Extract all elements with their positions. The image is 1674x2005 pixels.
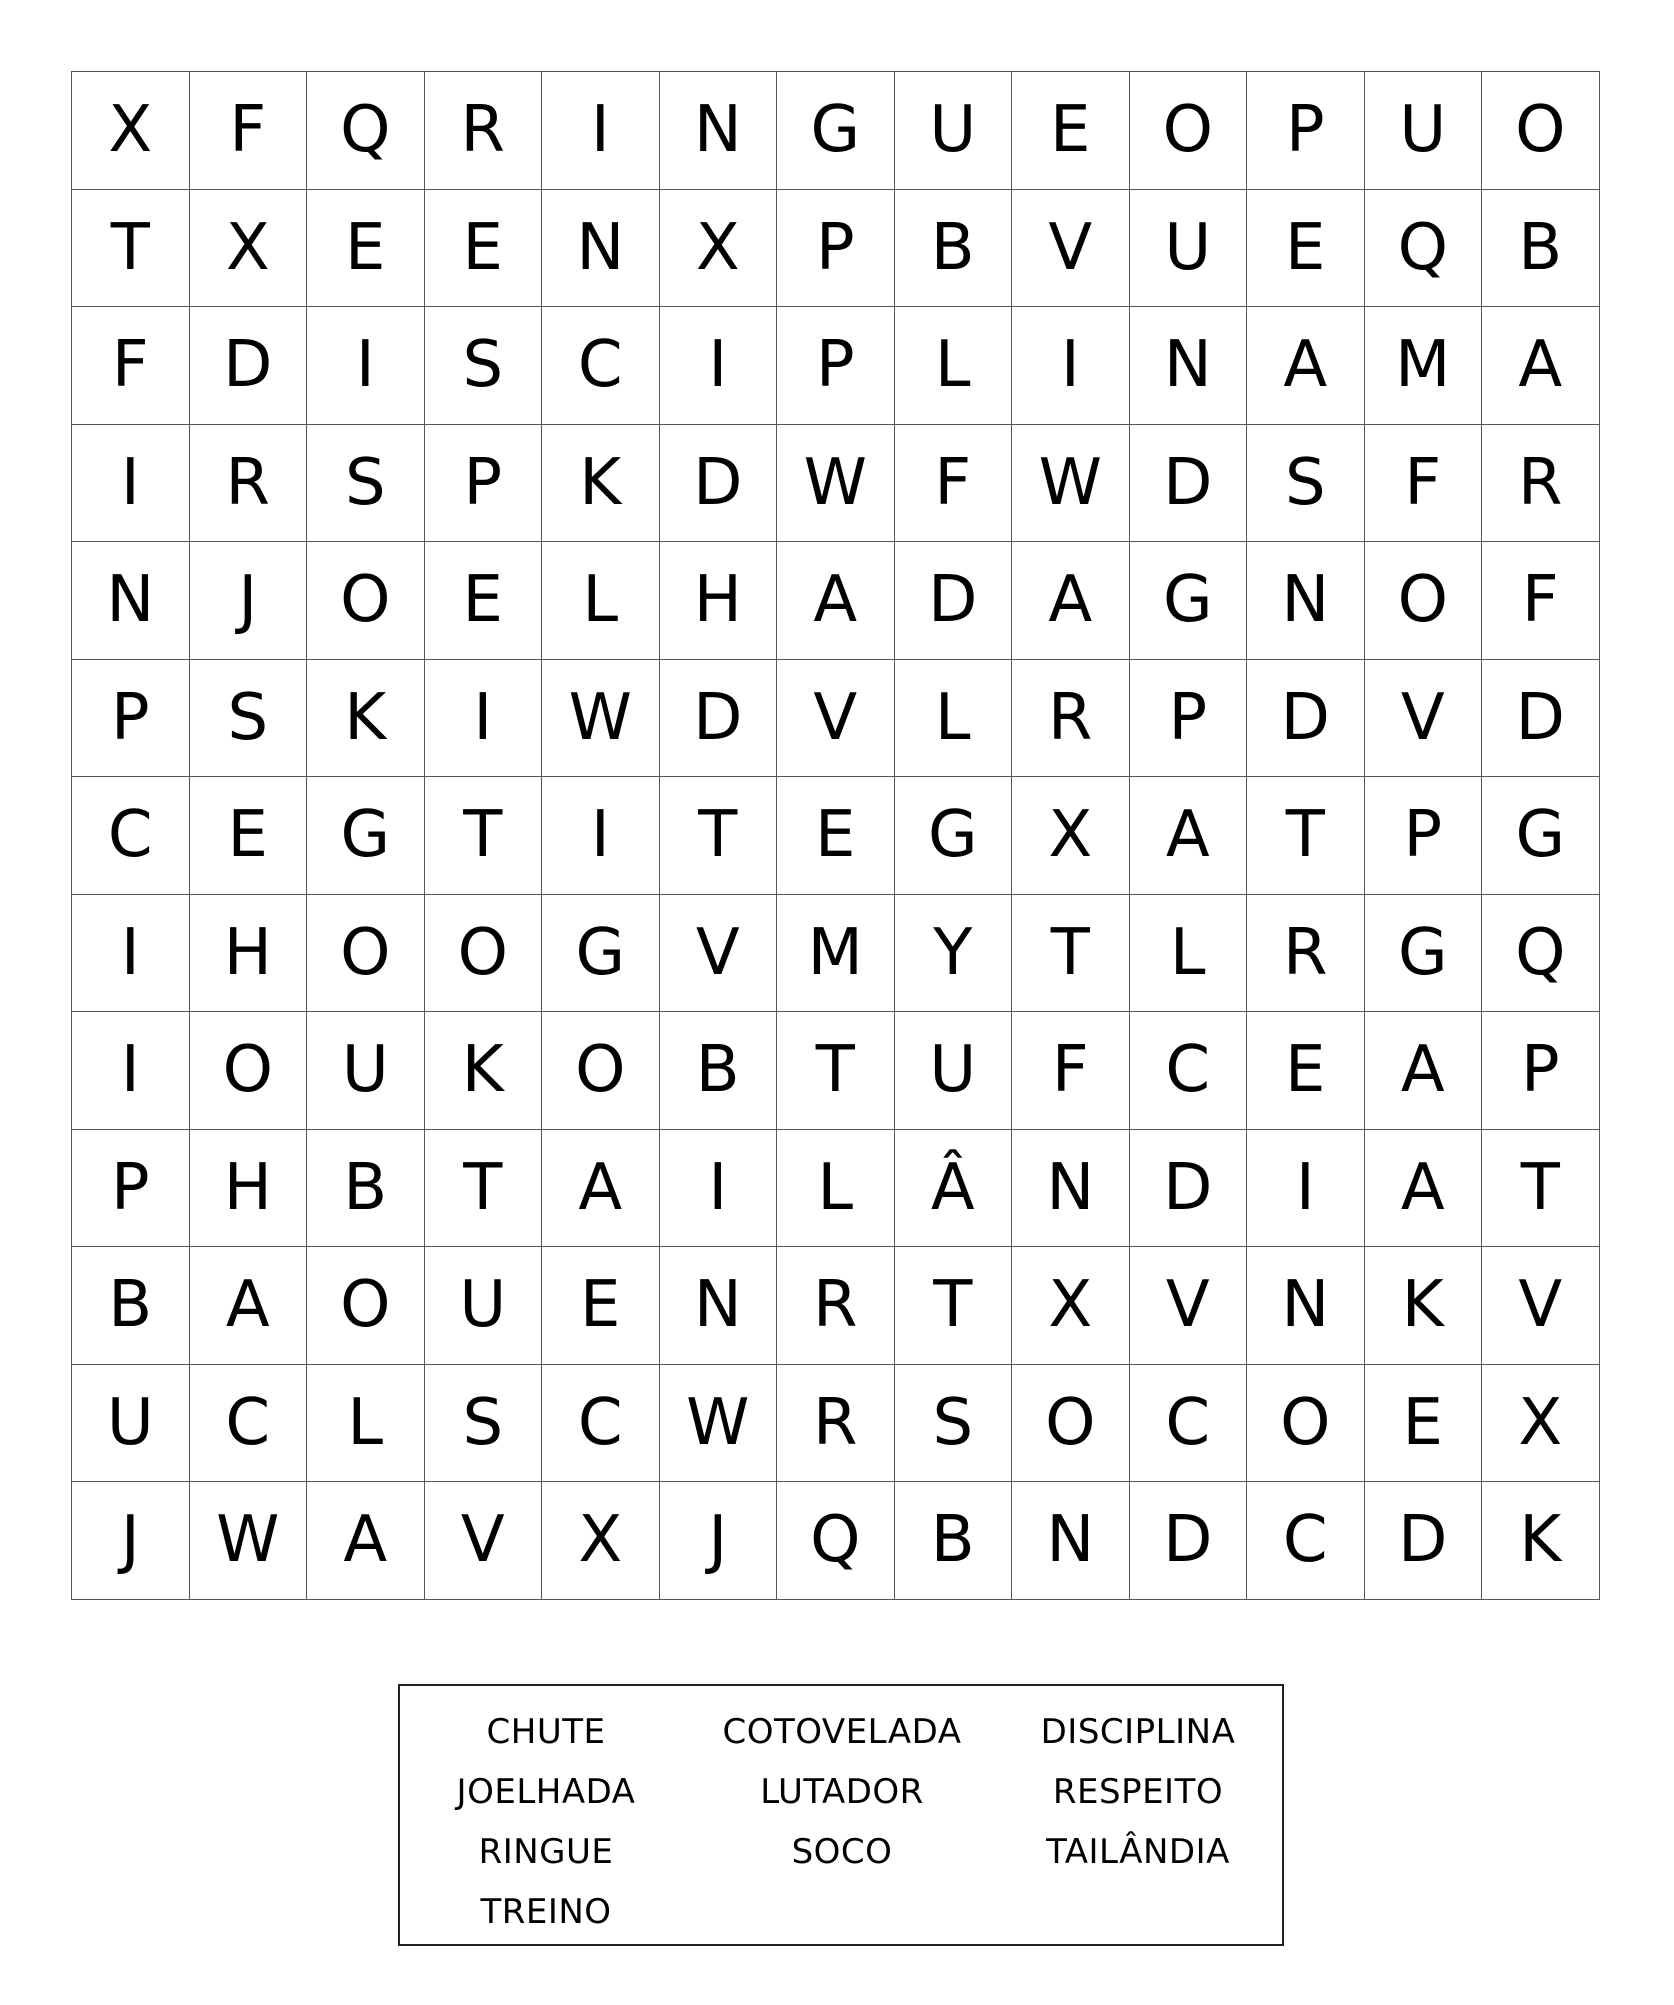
grid-cell[interactable]: B bbox=[894, 189, 1012, 307]
grid-cell[interactable]: P bbox=[72, 659, 190, 777]
grid-cell[interactable]: X bbox=[1012, 777, 1130, 895]
grid-cell[interactable]: A bbox=[307, 1482, 425, 1600]
grid-cell[interactable]: G bbox=[307, 777, 425, 895]
grid-cell[interactable]: N bbox=[659, 1247, 777, 1365]
grid-cell[interactable]: Q bbox=[777, 1482, 895, 1600]
grid-row bbox=[72, 777, 1600, 895]
grid-cell[interactable]: D bbox=[1129, 424, 1247, 542]
grid-cell[interactable]: U bbox=[307, 1012, 425, 1130]
grid-cell[interactable]: G bbox=[1482, 777, 1600, 895]
grid-cell[interactable]: N bbox=[1247, 542, 1365, 660]
grid-cell[interactable]: B bbox=[659, 1012, 777, 1130]
grid-cell[interactable]: V bbox=[659, 894, 777, 1012]
grid-cell[interactable]: C bbox=[1129, 1364, 1247, 1482]
grid-cell[interactable]: T bbox=[659, 777, 777, 895]
grid-cell[interactable]: T bbox=[1012, 894, 1130, 1012]
grid-cell[interactable]: T bbox=[777, 1012, 895, 1130]
grid-cell[interactable]: Q bbox=[307, 72, 425, 190]
grid-cell[interactable]: K bbox=[307, 659, 425, 777]
grid-cell[interactable]: I bbox=[72, 894, 190, 1012]
grid-cell[interactable]: O bbox=[307, 894, 425, 1012]
grid-row bbox=[72, 1012, 1600, 1130]
grid-cell[interactable]: P bbox=[1482, 1012, 1600, 1130]
grid-row bbox=[72, 424, 1600, 542]
grid-cell[interactable]: F bbox=[72, 307, 190, 425]
grid-cell[interactable]: U bbox=[424, 1247, 542, 1365]
grid-cell[interactable]: S bbox=[307, 424, 425, 542]
word-list-item: COTOVELADA bbox=[722, 1712, 962, 1752]
grid-cell[interactable]: D bbox=[1364, 1482, 1482, 1600]
grid-cell[interactable]: E bbox=[777, 777, 895, 895]
grid-cell[interactable]: G bbox=[894, 777, 1012, 895]
grid-cell[interactable]: X bbox=[189, 189, 307, 307]
grid-cell[interactable]: X bbox=[542, 1482, 660, 1600]
grid-cell[interactable]: S bbox=[894, 1364, 1012, 1482]
grid-cell[interactable]: V bbox=[1129, 1247, 1247, 1365]
grid-cell[interactable]: E bbox=[1364, 1364, 1482, 1482]
grid-cell[interactable]: B bbox=[72, 1247, 190, 1365]
grid-cell[interactable]: J bbox=[72, 1482, 190, 1600]
grid-cell[interactable]: T bbox=[72, 189, 190, 307]
grid-cell[interactable]: U bbox=[894, 72, 1012, 190]
word-list-item: RINGUE bbox=[478, 1832, 614, 1872]
grid-row bbox=[72, 72, 1600, 190]
grid-cell[interactable]: L bbox=[1129, 894, 1247, 1012]
grid-cell[interactable]: A bbox=[1364, 1012, 1482, 1130]
grid-cell[interactable]: W bbox=[777, 424, 895, 542]
grid-cell[interactable]: I bbox=[1012, 307, 1130, 425]
grid-cell[interactable]: G bbox=[1129, 542, 1247, 660]
grid-row bbox=[72, 894, 1600, 1012]
grid-cell[interactable]: V bbox=[777, 659, 895, 777]
grid-cell[interactable]: W bbox=[542, 659, 660, 777]
grid-cell[interactable]: L bbox=[894, 659, 1012, 777]
grid-cell[interactable]: O bbox=[1012, 1364, 1130, 1482]
word-list-item: DISCIPLINA bbox=[1040, 1712, 1236, 1752]
grid-cell[interactable]: R bbox=[777, 1247, 895, 1365]
grid-cell[interactable]: I bbox=[424, 659, 542, 777]
grid-cell[interactable]: K bbox=[424, 1012, 542, 1130]
grid-cell[interactable]: F bbox=[189, 72, 307, 190]
grid-cell[interactable]: B bbox=[307, 1129, 425, 1247]
grid-cell[interactable]: E bbox=[542, 1247, 660, 1365]
grid-cell[interactable]: P bbox=[777, 307, 895, 425]
grid-cell[interactable]: V bbox=[424, 1482, 542, 1600]
grid-cell[interactable]: R bbox=[1482, 424, 1600, 542]
grid-cell[interactable]: P bbox=[72, 1129, 190, 1247]
grid-cell[interactable]: I bbox=[542, 72, 660, 190]
word-list-item: LUTADOR bbox=[760, 1772, 924, 1812]
grid-cell[interactable]: N bbox=[659, 72, 777, 190]
grid-cell[interactable]: Q bbox=[1364, 189, 1482, 307]
grid-cell[interactable]: C bbox=[72, 777, 190, 895]
word-list-item: RESPEITO bbox=[1052, 1772, 1224, 1812]
grid-row bbox=[72, 1129, 1600, 1247]
grid-cell[interactable]: E bbox=[1247, 189, 1365, 307]
grid-cell[interactable]: R bbox=[1012, 659, 1130, 777]
grid-cell[interactable]: M bbox=[777, 894, 895, 1012]
grid-cell[interactable]: T bbox=[1482, 1129, 1600, 1247]
grid-row bbox=[72, 1247, 1600, 1365]
grid-cell[interactable]: A bbox=[1364, 1129, 1482, 1247]
grid-cell[interactable]: D bbox=[894, 542, 1012, 660]
grid-cell[interactable]: N bbox=[72, 542, 190, 660]
grid-cell[interactable]: P bbox=[1247, 72, 1365, 190]
grid-cell[interactable]: W bbox=[189, 1482, 307, 1600]
grid-cell[interactable]: I bbox=[542, 777, 660, 895]
grid-cell[interactable]: O bbox=[1129, 72, 1247, 190]
grid-cell[interactable]: O bbox=[542, 1012, 660, 1130]
grid-cell[interactable]: A bbox=[1012, 542, 1130, 660]
grid-cell[interactable]: B bbox=[894, 1482, 1012, 1600]
grid-cell[interactable]: B bbox=[1482, 189, 1600, 307]
grid-cell[interactable]: P bbox=[777, 189, 895, 307]
grid-cell[interactable]: I bbox=[72, 1012, 190, 1130]
grid-cell[interactable]: K bbox=[1482, 1482, 1600, 1600]
word-list-box bbox=[398, 1684, 1284, 1946]
grid-row bbox=[72, 189, 1600, 307]
grid-cell[interactable]: H bbox=[659, 542, 777, 660]
grid-cell[interactable]: D bbox=[659, 659, 777, 777]
grid-cell[interactable]: F bbox=[1012, 1012, 1130, 1130]
grid-cell[interactable]: G bbox=[542, 894, 660, 1012]
grid-cell[interactable]: V bbox=[1012, 189, 1130, 307]
grid-cell[interactable]: U bbox=[72, 1364, 190, 1482]
grid-cell[interactable]: A bbox=[1129, 777, 1247, 895]
grid-cell[interactable]: S bbox=[189, 659, 307, 777]
word-list-item: JOELHADA bbox=[456, 1772, 636, 1812]
grid-cell[interactable]: N bbox=[1012, 1482, 1130, 1600]
grid-cell[interactable]: O bbox=[1247, 1364, 1365, 1482]
grid-cell[interactable]: N bbox=[542, 189, 660, 307]
grid-cell[interactable]: T bbox=[894, 1247, 1012, 1365]
grid-cell[interactable]: E bbox=[307, 189, 425, 307]
grid-cell[interactable]: C bbox=[542, 307, 660, 425]
grid-cell[interactable]: P bbox=[1129, 659, 1247, 777]
grid-cell[interactable]: D bbox=[1129, 1129, 1247, 1247]
grid-cell[interactable]: T bbox=[424, 777, 542, 895]
grid-cell[interactable]: G bbox=[777, 72, 895, 190]
grid-cell[interactable]: U bbox=[1364, 72, 1482, 190]
grid-cell[interactable]: S bbox=[424, 307, 542, 425]
grid-cell[interactable]: F bbox=[1482, 542, 1600, 660]
grid-cell[interactable]: W bbox=[1012, 424, 1130, 542]
grid-cell[interactable]: U bbox=[894, 1012, 1012, 1130]
grid-cell[interactable]: E bbox=[189, 777, 307, 895]
grid-row bbox=[72, 1482, 1600, 1600]
grid-cell[interactable]: D bbox=[1482, 659, 1600, 777]
grid-cell[interactable]: F bbox=[894, 424, 1012, 542]
grid-row bbox=[72, 307, 1600, 425]
grid-cell[interactable]: W bbox=[659, 1364, 777, 1482]
grid-cell[interactable]: R bbox=[777, 1364, 895, 1482]
grid-cell[interactable]: X bbox=[72, 72, 190, 190]
word-list-item: SOCO bbox=[791, 1832, 893, 1872]
grid-cell[interactable]: Y bbox=[894, 894, 1012, 1012]
grid-cell[interactable]: I bbox=[1247, 1129, 1365, 1247]
grid-cell[interactable]: T bbox=[424, 1129, 542, 1247]
grid-cell[interactable]: C bbox=[189, 1364, 307, 1482]
grid-cell[interactable]: A bbox=[777, 542, 895, 660]
grid-cell[interactable]: G bbox=[1364, 894, 1482, 1012]
grid-cell[interactable]: R bbox=[424, 72, 542, 190]
grid-cell[interactable]: C bbox=[1247, 1482, 1365, 1600]
grid-body bbox=[72, 72, 1600, 1600]
word-list-item: CHUTE bbox=[486, 1712, 606, 1752]
grid-cell[interactable]: A bbox=[189, 1247, 307, 1365]
word-list-item: TREINO bbox=[480, 1892, 612, 1932]
grid-cell[interactable]: A bbox=[1247, 307, 1365, 425]
grid-cell[interactable]: C bbox=[542, 1364, 660, 1482]
grid-cell[interactable]: V bbox=[1364, 659, 1482, 777]
grid-cell[interactable]: A bbox=[1482, 307, 1600, 425]
grid-row bbox=[72, 659, 1600, 777]
grid-cell[interactable]: X bbox=[659, 189, 777, 307]
grid-cell[interactable]: P bbox=[424, 424, 542, 542]
word-list-item: TAILÂNDIA bbox=[1046, 1832, 1230, 1872]
grid-cell[interactable]: A bbox=[542, 1129, 660, 1247]
grid-cell[interactable]: M bbox=[1364, 307, 1482, 425]
grid-cell[interactable]: R bbox=[1247, 894, 1365, 1012]
grid-cell[interactable]: J bbox=[189, 542, 307, 660]
grid-cell[interactable]: O bbox=[424, 894, 542, 1012]
grid-cell[interactable]: S bbox=[1247, 424, 1365, 542]
grid-cell[interactable]: O bbox=[1482, 72, 1600, 190]
grid-cell[interactable]: X bbox=[1482, 1364, 1600, 1482]
grid-cell[interactable]: V bbox=[1482, 1247, 1600, 1365]
grid-cell[interactable]: I bbox=[659, 307, 777, 425]
grid-cell[interactable]: I bbox=[72, 424, 190, 542]
grid-cell[interactable]: C bbox=[1129, 1012, 1247, 1130]
grid-cell[interactable]: R bbox=[189, 424, 307, 542]
grid-cell[interactable]: L bbox=[542, 542, 660, 660]
grid-cell[interactable]: N bbox=[1247, 1247, 1365, 1365]
grid-cell[interactable]: O bbox=[189, 1012, 307, 1130]
grid-cell[interactable]: O bbox=[1364, 542, 1482, 660]
grid-cell[interactable]: K bbox=[542, 424, 660, 542]
grid-cell[interactable]: L bbox=[777, 1129, 895, 1247]
grid-row bbox=[72, 542, 1600, 660]
grid-cell[interactable]: E bbox=[424, 542, 542, 660]
grid-cell[interactable]: E bbox=[1012, 72, 1130, 190]
grid-cell[interactable]: U bbox=[1129, 189, 1247, 307]
grid-cell[interactable]: T bbox=[1247, 777, 1365, 895]
grid-cell[interactable]: N bbox=[1129, 307, 1247, 425]
grid-cell[interactable]: I bbox=[659, 1129, 777, 1247]
grid-row bbox=[72, 1364, 1600, 1482]
grid-cell[interactable]: L bbox=[894, 307, 1012, 425]
grid-cell[interactable]: Â bbox=[894, 1129, 1012, 1247]
grid-cell[interactable]: X bbox=[1012, 1247, 1130, 1365]
grid-cell[interactable]: D bbox=[189, 307, 307, 425]
grid-cell[interactable]: D bbox=[659, 424, 777, 542]
grid-cell[interactable]: N bbox=[1012, 1129, 1130, 1247]
word-search-grid bbox=[71, 71, 1600, 1600]
grid-cell[interactable]: S bbox=[424, 1364, 542, 1482]
grid-cell[interactable]: F bbox=[1364, 424, 1482, 542]
grid-cell[interactable]: P bbox=[1364, 777, 1482, 895]
grid-cell[interactable]: I bbox=[307, 307, 425, 425]
grid-cell[interactable]: E bbox=[1247, 1012, 1365, 1130]
grid-cell[interactable]: L bbox=[307, 1364, 425, 1482]
grid-cell[interactable]: O bbox=[307, 1247, 425, 1365]
grid-cell[interactable]: J bbox=[659, 1482, 777, 1600]
grid-cell[interactable]: H bbox=[189, 894, 307, 1012]
grid-cell[interactable]: D bbox=[1247, 659, 1365, 777]
grid-cell[interactable]: E bbox=[424, 189, 542, 307]
grid-cell[interactable]: K bbox=[1364, 1247, 1482, 1365]
grid-cell[interactable]: H bbox=[189, 1129, 307, 1247]
grid-cell[interactable]: Q bbox=[1482, 894, 1600, 1012]
word-list bbox=[398, 1702, 1282, 1942]
grid-cell[interactable]: D bbox=[1129, 1482, 1247, 1600]
grid-cell[interactable]: O bbox=[307, 542, 425, 660]
